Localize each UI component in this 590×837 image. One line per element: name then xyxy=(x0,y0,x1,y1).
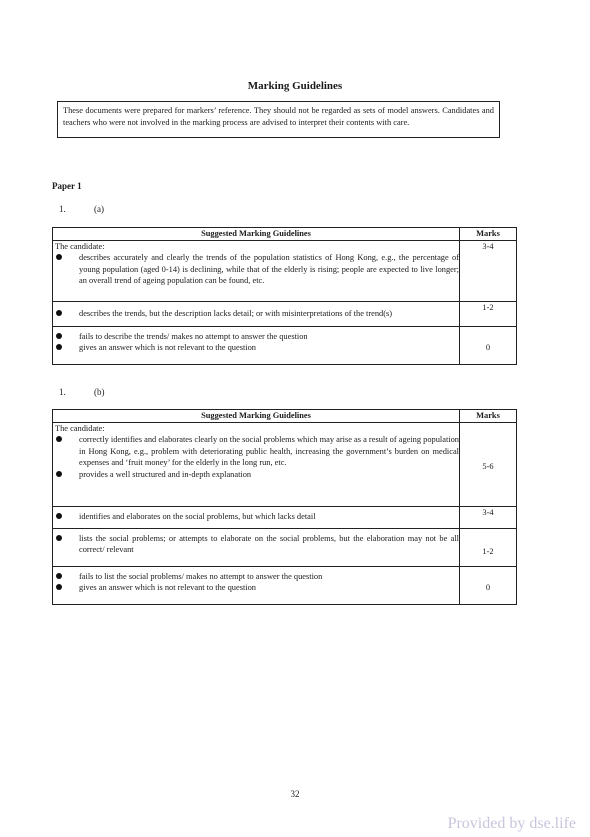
marking-table-1a xyxy=(52,227,517,365)
criterion-item: describes accurately and clearly the trends of the population statistics of Hong Kong, e.g., the percentage of young population (aged 0-14) is declining, while that of the elderly is rising; people are expected to live longer; an overall trend of ageing population can be found, etc. xyxy=(53,252,459,287)
table-header-row xyxy=(53,410,517,423)
question-part: (a) xyxy=(94,204,104,214)
bullet-icon xyxy=(56,254,62,260)
criterion-item: correctly identifies and elaborates clearly on the social problems which may arise as a result of ageing population in Hong Kong, e.g., problem with deteriorating public health, increasing the government’s burden on medical expenses and ‘fruit money’ for the elderly in the long run, etc. xyxy=(53,434,459,469)
marks-header: Marks xyxy=(460,228,517,241)
table-row xyxy=(53,528,517,566)
criterion-item: lists the social problems; or attempts to elaborate on the social problems, but the elaboration may not be all correct/ relevant xyxy=(53,533,459,556)
criteria-cell xyxy=(53,301,460,326)
page-title: Marking Guidelines xyxy=(247,80,343,92)
table-row xyxy=(53,566,517,604)
page-number: 32 xyxy=(290,789,300,799)
marks-cell: 1-2 xyxy=(460,528,517,566)
marks-cell: 0 xyxy=(460,326,517,364)
criteria-cell xyxy=(53,326,460,364)
marks-cell: 3-4 xyxy=(460,240,517,301)
table-row xyxy=(53,240,517,301)
watermark: Provided by dse.life xyxy=(447,815,576,832)
criteria-header: Suggested Marking Guidelines xyxy=(53,228,460,241)
marks-cell: 1-2 xyxy=(460,301,517,326)
bullet-icon xyxy=(56,333,62,339)
criteria-cell xyxy=(53,566,460,604)
bullet-icon xyxy=(56,471,62,477)
paper-label: Paper 1 xyxy=(52,181,82,191)
criterion-item: identifies and elaborates on the social problems, but which lacks detail xyxy=(53,511,459,523)
question-number: 1. xyxy=(59,387,66,397)
criterion-item: describes the trends, but the description lacks detail; or with misinterpretations of the trend(s) xyxy=(53,308,459,320)
candidate-label: The candidate: xyxy=(55,241,105,251)
criterion-item: fails to describe the trends/ makes no attempt to answer the question xyxy=(53,331,459,343)
criterion-item: gives an answer which is not relevant to the question xyxy=(53,342,459,354)
candidate-label: The candidate: xyxy=(55,423,105,433)
criterion-item: fails to list the social problems/ makes no attempt to answer the question xyxy=(53,571,459,583)
question-part: (b) xyxy=(94,387,105,397)
table-row xyxy=(53,326,517,364)
table-row xyxy=(53,301,517,326)
criteria-header: Suggested Marking Guidelines xyxy=(53,410,460,423)
bullet-icon xyxy=(56,573,62,579)
bullet-icon xyxy=(56,344,62,350)
criteria-cell xyxy=(53,528,460,566)
marks-header: Marks xyxy=(460,410,517,423)
table-row xyxy=(53,506,517,528)
criterion-item: provides a well structured and in-depth explanation xyxy=(53,469,459,481)
marking-table-1b xyxy=(52,409,517,605)
table-header-row xyxy=(53,228,517,241)
disclaimer-note: These documents were prepared for markers’ reference. They should not be regarded as sets of model answers. Candidates and teachers who were not involved in the marking process are advised to interpret their contents with care. xyxy=(57,101,500,138)
criteria-cell xyxy=(53,240,460,301)
marks-cell: 5-6 xyxy=(460,422,517,506)
question-number: 1. xyxy=(59,204,66,214)
table-row xyxy=(53,422,517,506)
bullet-icon xyxy=(56,584,62,590)
bullet-icon xyxy=(56,513,62,519)
criteria-cell xyxy=(53,506,460,528)
criterion-item: gives an answer which is not relevant to the question xyxy=(53,582,459,594)
marks-cell: 3-4 xyxy=(460,506,517,528)
bullet-icon xyxy=(56,535,62,541)
marks-cell: 0 xyxy=(460,566,517,604)
bullet-icon xyxy=(56,310,62,316)
bullet-icon xyxy=(56,436,62,442)
criteria-cell xyxy=(53,422,460,506)
